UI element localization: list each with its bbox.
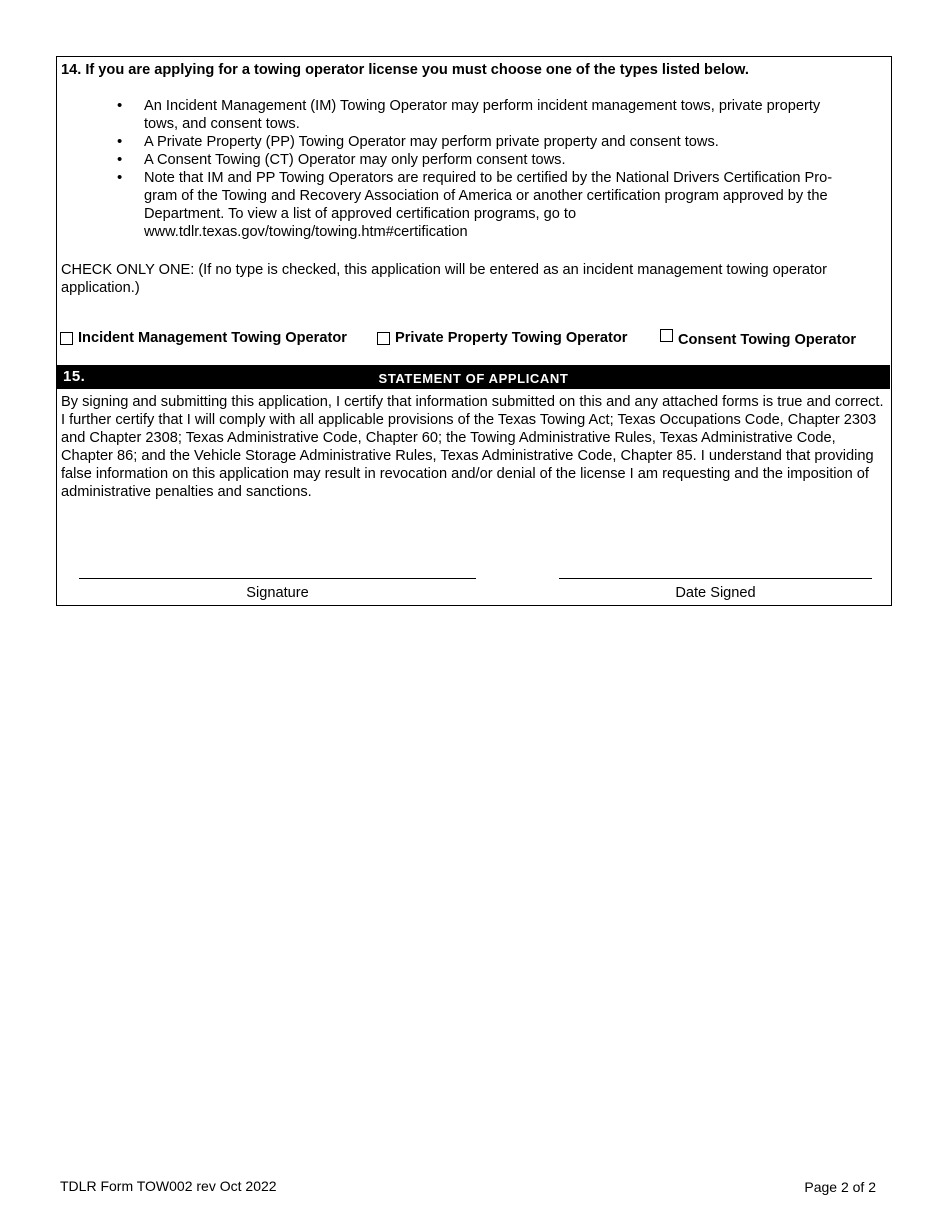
- form-identifier: TDLR Form TOW002 rev Oct 2022: [60, 1178, 277, 1194]
- license-type-notes: [117, 97, 857, 241]
- option-private-property[interactable]: [377, 329, 627, 347]
- bullet-im-operator: • An Incident Management (IM) Towing Operator may perform incident management tows, private property tows, and consent tows.: [117, 97, 857, 133]
- section-15-number: 15.: [63, 368, 86, 385]
- consent-towing-checkbox[interactable]: [660, 329, 673, 342]
- signature-line[interactable]: [79, 578, 476, 579]
- option-consent-towing[interactable]: [660, 329, 856, 347]
- incident-management-checkbox[interactable]: [60, 332, 73, 345]
- private-property-checkbox[interactable]: [377, 332, 390, 345]
- section-14-title: 14. If you are applying for a towing operator license you must choose one of the types listed below.: [61, 62, 749, 78]
- page-number: Page 2 of 2: [804, 1179, 876, 1195]
- private-property-label: Private Property Towing Operator: [395, 330, 628, 346]
- bullet-certification-note: • Note that IM and PP Towing Operators are required to be certified by the National Drivers Certification Pro- gram of the Towing and Recovery Association of America or another certification program approved by the Department. To view a list of approved certification programs, go to www.tdlr.texas.gov/towing/towing.htm#certification: [117, 169, 857, 241]
- signature-label: Signature: [246, 585, 309, 601]
- incident-management-label: Incident Management Towing Operator: [78, 330, 347, 346]
- section-15-header: [57, 365, 890, 389]
- bullet-ct-operator: • A Consent Towing (CT) Operator may only perform consent tows.: [117, 151, 857, 169]
- license-type-options: [57, 327, 891, 353]
- bullet-pp-operator: • A Private Property (PP) Towing Operator may perform private property and consent tows.: [117, 133, 857, 151]
- option-incident-management[interactable]: [60, 329, 347, 347]
- application-form-section: [56, 56, 892, 606]
- date-signed-label: Date Signed: [675, 585, 756, 601]
- check-only-one-instruction: CHECK ONLY ONE: (If no type is checked, this application will be entered as an incident management towing operator application.): [61, 262, 828, 296]
- date-signed-line[interactable]: [559, 578, 872, 579]
- section-15-title: STATEMENT OF APPLICANT: [378, 371, 569, 386]
- consent-towing-label: Consent Towing Operator: [678, 332, 857, 348]
- applicant-statement: By signing and submitting this application, I certify that information submitted on this and any attached forms is true and correct. I further certify that I will comply with all applicable provisions of the Texas Towing Act; Texas Occupations Code, Chapter 2303 and Chapter 2308; Texas Administrative Code, Chapter 60; the Towing Administrative Rules, Texas Administrative Code, Chapter 86; and the Vehicle Storage Administrative Rules, Texas Administrative Code, Chapter 85. I understand that providing false information on this application may result in revocation and/or denial of the license I am requesting and the imposition of administrative penalties and sanctions.: [61, 394, 884, 500]
